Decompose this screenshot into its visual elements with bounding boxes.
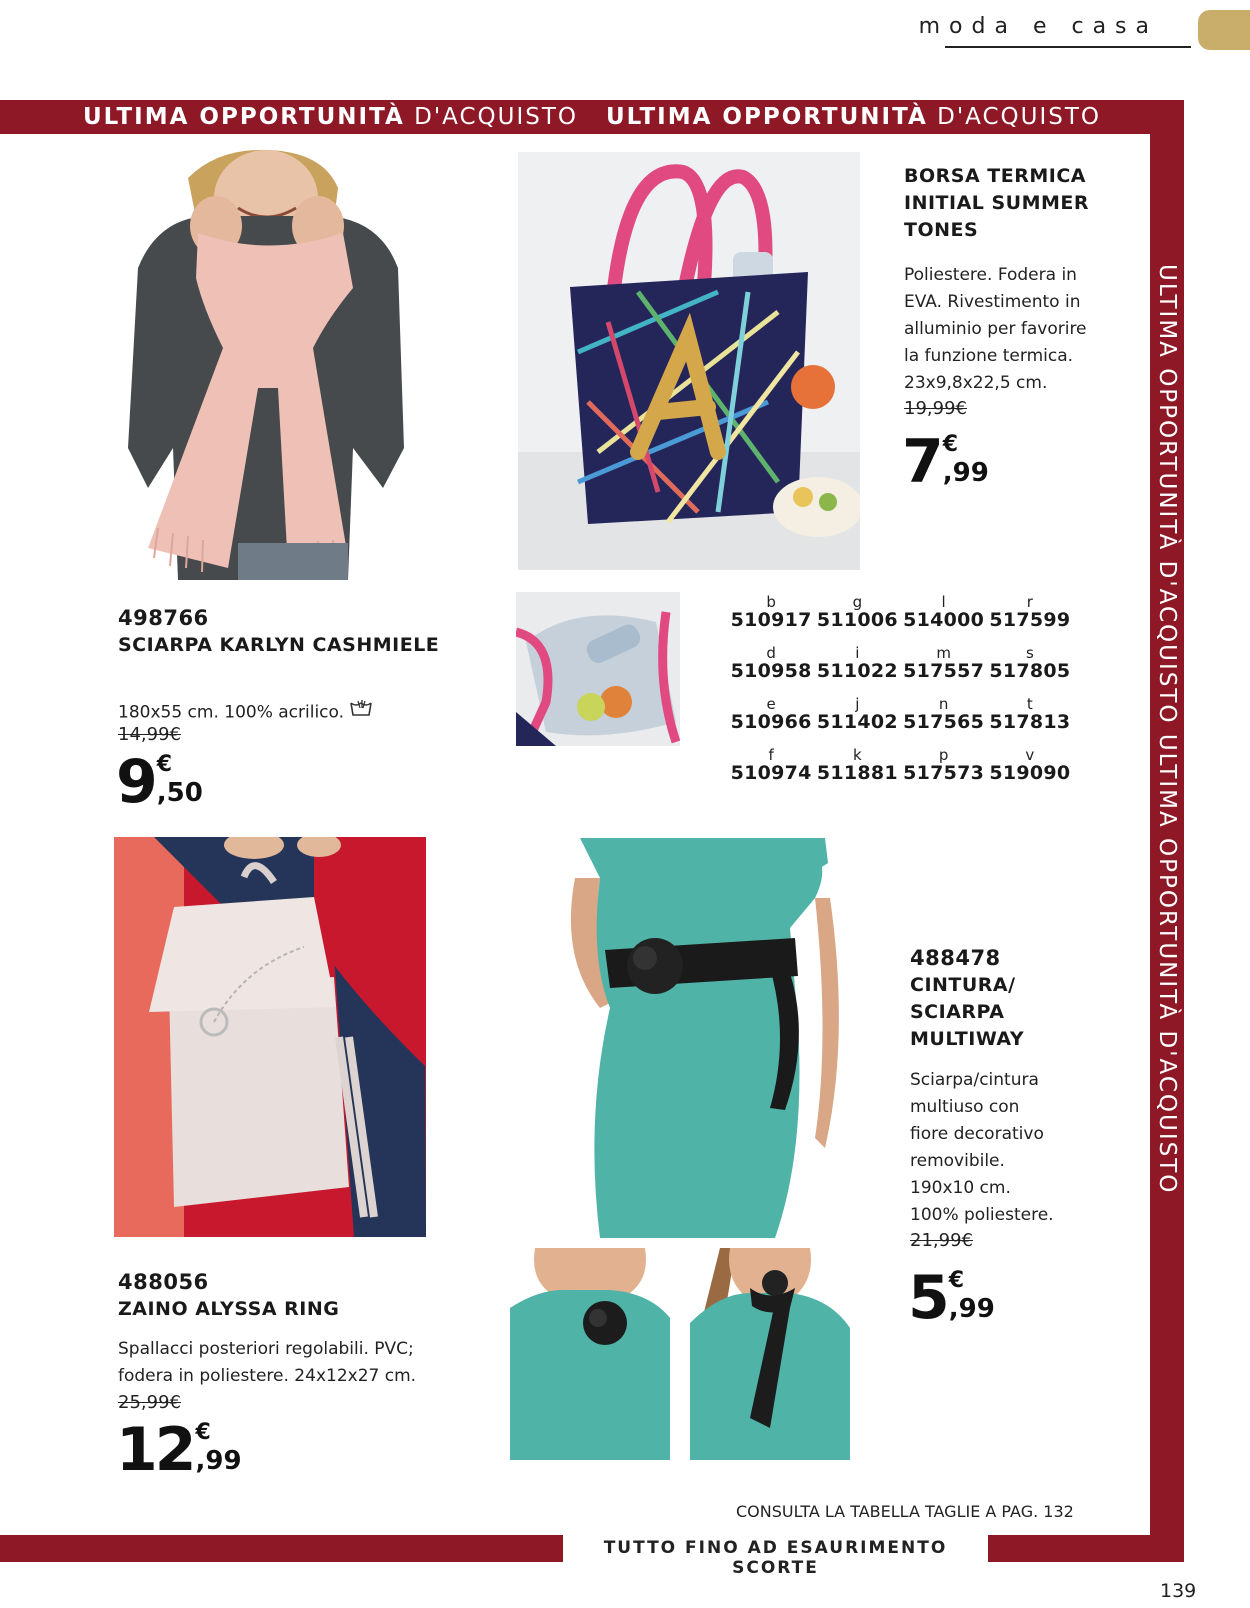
top-banner-text: ULTIMA OPPORTUNITÀ D'ACQUISTO ULTIMA OPPORTUNITÀ D'ACQUISTO <box>82 104 1102 130</box>
variant-code: 510974 <box>730 762 812 784</box>
scarf-price: 9 € ,50 <box>116 747 203 817</box>
variant-letter: s <box>1025 644 1034 662</box>
variant-code: 510958 <box>730 660 812 682</box>
variant-cell <box>987 697 1073 748</box>
variant-code: 517557 <box>903 660 985 682</box>
variant-letter: r <box>1026 593 1033 611</box>
bag-price: 7 € ,99 <box>902 427 989 497</box>
variant-code: 517565 <box>903 711 985 733</box>
backpack-price: 12 € ,99 <box>116 1415 242 1485</box>
backpack-code: 488056 <box>118 1270 209 1294</box>
variant-letter: e <box>766 695 776 713</box>
variant-code: 514000 <box>903 609 985 631</box>
variant-letter: g <box>852 593 863 611</box>
variant-cell <box>728 697 814 748</box>
variant-cell <box>901 595 987 646</box>
variant-cell <box>901 697 987 748</box>
variant-cell <box>987 646 1073 697</box>
variant-code: 510966 <box>730 711 812 733</box>
top-banner <box>0 100 1184 134</box>
variant-letter: p <box>938 746 949 764</box>
page-number: 139 <box>1160 1580 1197 1602</box>
dress-belt-photo <box>560 838 850 1238</box>
size-chart-note: CONSULTA LA TABELLA TAGLIE A PAG. 132 <box>736 1502 1074 1521</box>
variant-code: 511022 <box>816 660 898 682</box>
variant-letter: m <box>936 644 951 662</box>
variant-letter: d <box>766 644 776 662</box>
belt-old-price: 21,99€ <box>910 1230 973 1251</box>
vertical-banner-text: ULTIMA OPPORTUNITÀ D'ACQUISTO ULTIMA OPPORTUNITÀ D'ACQUISTO <box>1154 264 1180 1195</box>
variant-letter: l <box>941 593 946 611</box>
variant-letter: t <box>1026 695 1033 713</box>
variant-code: 517599 <box>989 609 1071 631</box>
bag-description: Poliestere. Fodera in EVA. Rivestimento in alluminio per favorire la funzione termica. 23x9,8x22,5 cm. <box>904 265 1087 393</box>
scarf-photo <box>118 148 408 580</box>
stock-note: TUTTO FINO AD ESAURIMENTO SCORTE <box>603 1538 948 1578</box>
section-underline <box>945 46 1191 48</box>
variant-row <box>728 697 1073 748</box>
bag-old-price: 19,99€ <box>904 398 967 419</box>
variant-cell <box>728 646 814 697</box>
variant-code: 517805 <box>989 660 1071 682</box>
variant-code: 511402 <box>816 711 898 733</box>
bag-interior-photo <box>516 592 680 746</box>
variant-cell <box>987 595 1073 646</box>
variant-cell <box>814 697 900 748</box>
scarf-description: 180x55 cm. 100% acrilico. <box>118 699 373 727</box>
variant-code: 511881 <box>816 762 898 784</box>
neck-scarf-photo <box>690 1248 850 1460</box>
variant-cell <box>814 595 900 646</box>
backpack-description: Spallacci posteriori regolabili. PVC; fodera in poliestere. 24x12x27 cm. <box>118 1339 417 1386</box>
section-tab <box>1198 10 1250 50</box>
variant-code: 517813 <box>989 711 1071 733</box>
backpack-old-price: 25,99€ <box>118 1392 181 1413</box>
variant-letter: v <box>1025 746 1035 764</box>
variant-codes-grid <box>728 595 1073 799</box>
scarf-name: SCIARPA KARLYN CASHMIELE <box>118 634 440 656</box>
variant-code: 517573 <box>903 762 985 784</box>
scarf-code: 498766 <box>118 606 209 630</box>
section-title: moda e casa <box>918 14 1158 39</box>
variant-code: 510917 <box>730 609 812 631</box>
variant-letter: k <box>853 746 862 764</box>
scarf-old-price: 14,99€ <box>118 724 181 745</box>
variant-code: 519090 <box>989 762 1071 784</box>
thermal-bag-photo <box>518 152 860 570</box>
variant-row <box>728 748 1073 799</box>
variant-letter: j <box>855 695 860 713</box>
backpack-name: ZAINO ALYSSA RING <box>118 1298 340 1320</box>
belt-code: 488478 <box>910 946 1001 970</box>
belt-description: Sciarpa/cintura multiuso con fiore decorativo removibile. 190x10 cm. 100% poliestere. <box>910 1070 1054 1225</box>
variant-letter: f <box>768 746 774 764</box>
belt-name: CINTURA/ SCIARPA MULTIWAY <box>910 974 1025 1050</box>
variant-cell <box>901 646 987 697</box>
variant-letter: i <box>855 644 860 662</box>
bag-name: BORSA TERMICA INITIAL SUMMER TONES <box>904 165 1090 241</box>
variant-cell <box>814 748 900 799</box>
brooch-photo <box>510 1248 670 1460</box>
backpack-photo <box>114 837 426 1237</box>
variant-letter: n <box>938 695 949 713</box>
variant-cell <box>728 595 814 646</box>
variant-row <box>728 595 1073 646</box>
variant-cell <box>987 748 1073 799</box>
variant-code: 511006 <box>816 609 898 631</box>
vertical-banner <box>1150 134 1184 1434</box>
variant-row <box>728 646 1073 697</box>
variant-cell <box>728 748 814 799</box>
variant-cell <box>901 748 987 799</box>
variant-letter: b <box>766 593 776 611</box>
hand-wash-icon <box>349 699 373 726</box>
belt-price: 5 € ,99 <box>908 1263 995 1333</box>
variant-cell <box>814 646 900 697</box>
